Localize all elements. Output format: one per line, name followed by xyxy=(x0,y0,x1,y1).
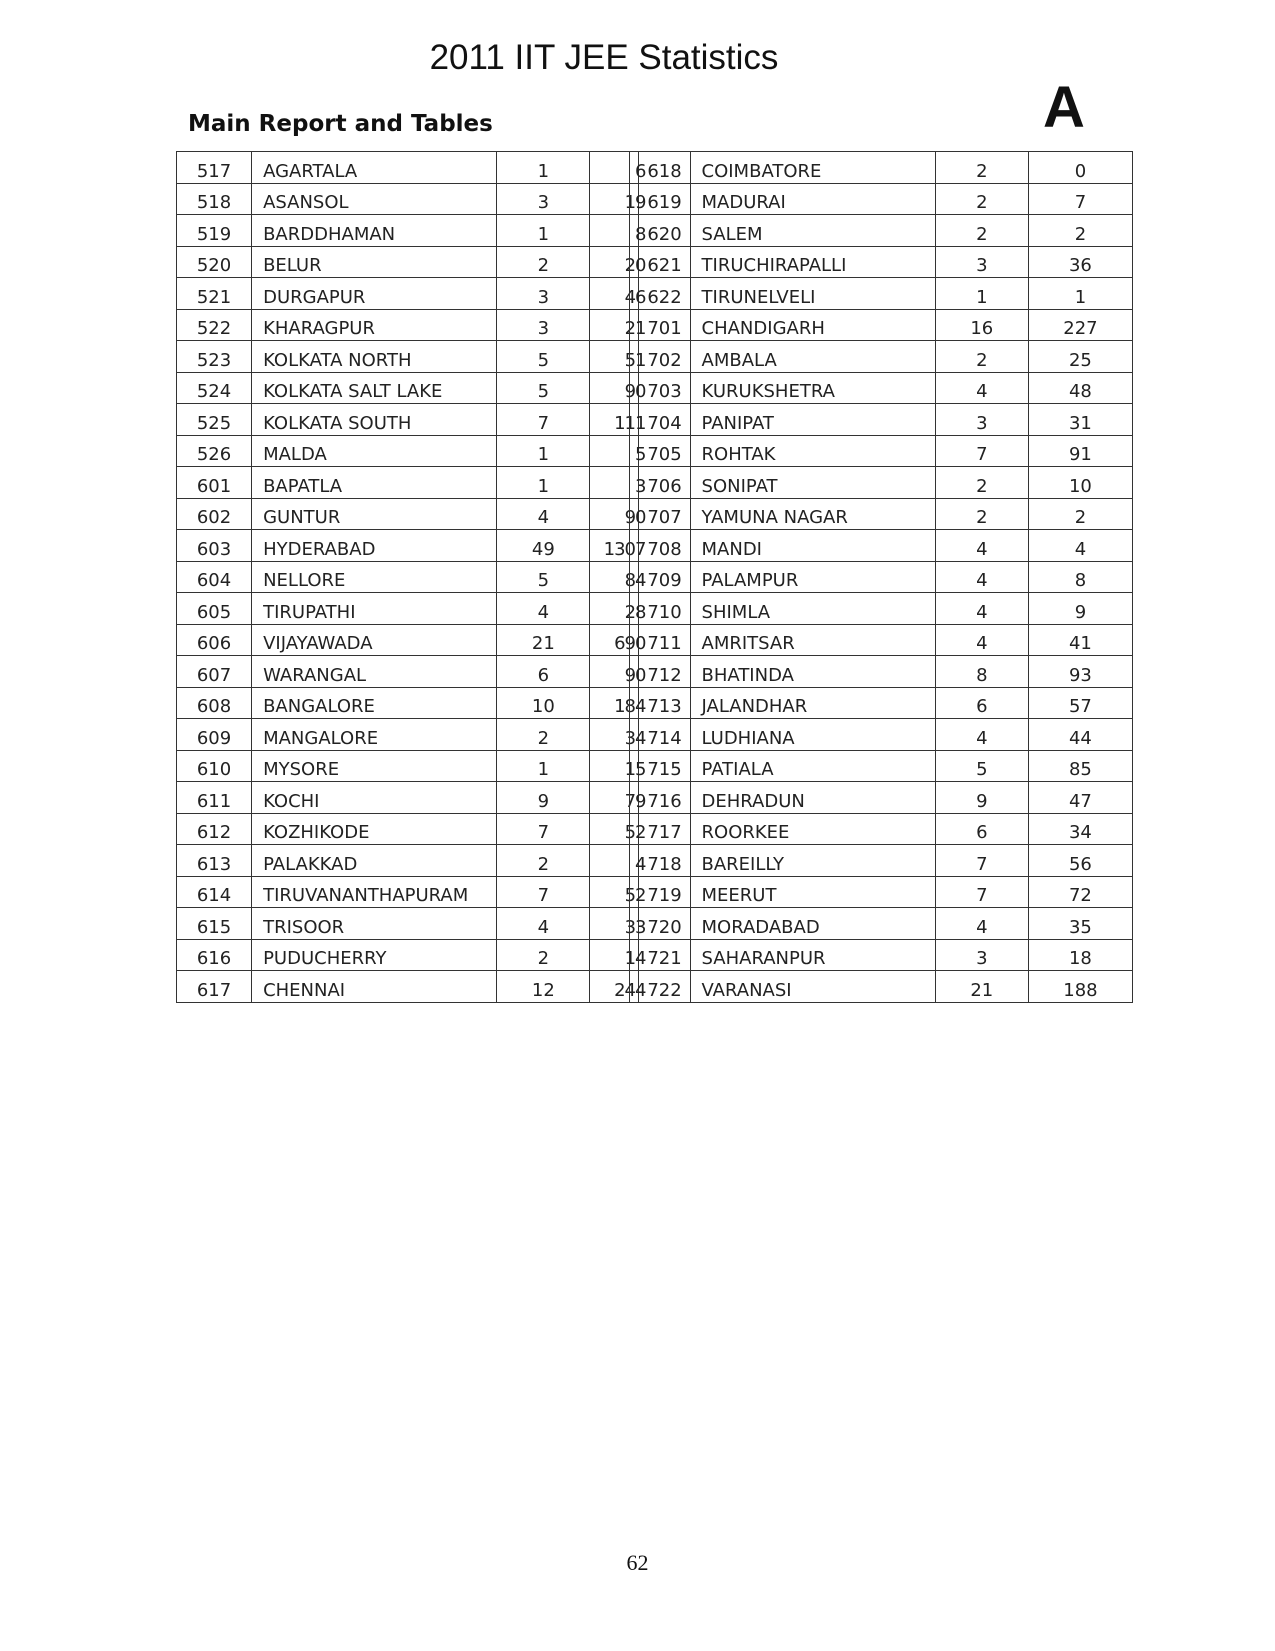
candidates-cell: 8 xyxy=(935,656,1028,688)
section-letter: A xyxy=(1043,75,1085,140)
center-name-cell: DURGAPUR xyxy=(252,278,497,310)
candidates-cell: 5 xyxy=(497,372,590,404)
center-code-cell: 603 xyxy=(177,530,252,562)
center-name-cell: MANDI xyxy=(690,530,935,562)
qualified-cell: 44 xyxy=(1028,719,1132,751)
center-code-cell: 519 xyxy=(177,215,252,247)
table-row xyxy=(177,435,1133,467)
candidates-cell: 4 xyxy=(935,719,1028,751)
qualified-cell: 7 xyxy=(1028,183,1132,215)
qualified-cell xyxy=(590,341,646,373)
qualified-value: 20 xyxy=(624,255,646,276)
center-name-cell: SONIPAT xyxy=(690,467,935,499)
center-name-cell: BARDDHAMAN xyxy=(252,215,497,247)
qualified-cell: 41 xyxy=(1028,624,1132,656)
center-name-cell: VIJAYAWADA xyxy=(252,624,497,656)
candidates-cell: 3 xyxy=(497,309,590,341)
qualified-cell: 85 xyxy=(1028,750,1132,782)
center-code-cell: 722 xyxy=(639,971,690,1003)
center-code-cell: 616 xyxy=(177,939,252,971)
center-name-cell: NELLORE xyxy=(252,561,497,593)
center-code-cell: 620 xyxy=(639,215,690,247)
candidates-cell: 5 xyxy=(497,561,590,593)
center-code-cell: 605 xyxy=(177,593,252,625)
candidates-cell: 2 xyxy=(497,939,590,971)
table-row xyxy=(177,939,1133,971)
qualified-value: 52 xyxy=(624,822,646,843)
qualified-cell: 31 xyxy=(1028,404,1132,436)
center-code-cell: 617 xyxy=(177,971,252,1003)
center-code-cell: 526 xyxy=(177,435,252,467)
center-name-cell: TIRUVANANTHAPURAM xyxy=(252,876,497,908)
candidates-cell: 2 xyxy=(935,341,1028,373)
candidates-cell: 12 xyxy=(497,971,590,1003)
table-row xyxy=(177,971,1133,1003)
center-name-cell: PUDUCHERRY xyxy=(252,939,497,971)
table-row xyxy=(177,278,1133,310)
qualified-cell: 25 xyxy=(1028,341,1132,373)
center-code-cell: 705 xyxy=(639,435,690,467)
center-code-cell: 522 xyxy=(177,309,252,341)
qualified-cell: 35 xyxy=(1028,908,1132,940)
qualified-cell xyxy=(590,687,646,719)
table-row xyxy=(177,876,1133,908)
table-row xyxy=(177,561,1133,593)
qualified-value: 8 xyxy=(635,223,646,245)
candidates-cell: 7 xyxy=(497,813,590,845)
table-row xyxy=(177,372,1133,404)
qualified-value: 19 xyxy=(624,192,646,213)
center-code-cell: 716 xyxy=(639,782,690,814)
qualified-cell: 227 xyxy=(1028,309,1132,341)
center-name-cell: MYSORE xyxy=(252,750,497,782)
statistics-table-body xyxy=(177,152,1133,1003)
qualified-cell: 93 xyxy=(1028,656,1132,688)
candidates-cell: 2 xyxy=(935,498,1028,530)
center-name-cell: KHARAGPUR xyxy=(252,309,497,341)
center-code-cell: 618 xyxy=(639,152,690,184)
center-name-cell: TIRUNELVELI xyxy=(690,278,935,310)
qualified-value: 5 xyxy=(635,444,646,465)
candidates-cell: 5 xyxy=(497,341,590,373)
center-name-cell: MADURAI xyxy=(690,183,935,215)
table-row xyxy=(177,183,1133,215)
qualified-cell xyxy=(590,813,646,845)
candidates-cell: 5 xyxy=(935,750,1028,782)
center-code-cell: 602 xyxy=(177,498,252,530)
center-name-cell: WARANGAL xyxy=(252,656,497,688)
center-code-cell: 525 xyxy=(177,404,252,436)
table-row xyxy=(177,309,1133,341)
center-name-cell: AGARTALA xyxy=(252,152,497,184)
qualified-cell: 188 xyxy=(1028,971,1132,1003)
center-code-cell: 611 xyxy=(177,782,252,814)
center-name-cell: JALANDHAR xyxy=(690,687,935,719)
qualified-cell xyxy=(590,467,646,499)
statistics-table xyxy=(176,151,1133,1003)
qualified-value: 90 xyxy=(624,664,646,686)
qualified-value: 1307 xyxy=(603,538,646,560)
center-name-cell: TIRUCHIRAPALLI xyxy=(690,246,935,278)
center-code-cell: 608 xyxy=(177,687,252,719)
center-code-cell: 523 xyxy=(177,341,252,373)
candidates-cell: 3 xyxy=(935,246,1028,278)
qualified-value: 52 xyxy=(624,885,646,906)
candidates-cell: 1 xyxy=(497,750,590,782)
candidates-cell: 2 xyxy=(497,246,590,278)
center-name-cell: BHATINDA xyxy=(690,656,935,688)
center-name-cell: ASANSOL xyxy=(252,183,497,215)
qualified-cell xyxy=(590,372,646,404)
table-row xyxy=(177,813,1133,845)
center-code-cell: 613 xyxy=(177,845,252,877)
qualified-cell xyxy=(590,404,646,436)
center-code-cell: 521 xyxy=(177,278,252,310)
qualified-cell: 91 xyxy=(1028,435,1132,467)
center-code-cell: 711 xyxy=(639,624,690,656)
center-code-cell: 710 xyxy=(639,593,690,625)
center-code-cell: 622 xyxy=(639,278,690,310)
center-code-cell: 612 xyxy=(177,813,252,845)
center-code-cell: 615 xyxy=(177,908,252,940)
qualified-value: 79 xyxy=(624,790,646,812)
candidates-cell: 4 xyxy=(935,624,1028,656)
center-name-cell: GUNTUR xyxy=(252,498,497,530)
candidates-cell: 7 xyxy=(935,845,1028,877)
candidates-cell: 7 xyxy=(935,435,1028,467)
center-name-cell: BAREILLY xyxy=(690,845,935,877)
center-code-cell: 520 xyxy=(177,246,252,278)
qualified-value: 28 xyxy=(624,601,646,623)
qualified-cell xyxy=(590,656,646,688)
candidates-cell: 16 xyxy=(935,309,1028,341)
center-code-cell: 720 xyxy=(639,908,690,940)
table-row xyxy=(177,687,1133,719)
qualified-cell xyxy=(590,624,646,656)
candidates-cell: 7 xyxy=(497,876,590,908)
center-name-cell: CHENNAI xyxy=(252,971,497,1003)
qualified-cell xyxy=(590,278,646,310)
center-code-cell: 704 xyxy=(639,404,690,436)
table-row xyxy=(177,782,1133,814)
candidates-cell: 2 xyxy=(935,152,1028,184)
center-code-cell: 707 xyxy=(639,498,690,530)
qualified-value: 90 xyxy=(624,381,646,402)
center-name-cell: PATIALA xyxy=(690,750,935,782)
center-name-cell: TIRUPATHI xyxy=(252,593,497,625)
candidates-cell: 4 xyxy=(935,561,1028,593)
center-code-cell: 517 xyxy=(177,152,252,184)
qualified-cell xyxy=(590,876,646,908)
qualified-cell: 72 xyxy=(1028,876,1132,908)
section-heading: Main Report and Tables xyxy=(188,111,493,137)
candidates-cell: 1 xyxy=(497,467,590,499)
center-name-cell: KOCHI xyxy=(252,782,497,814)
center-code-cell: 703 xyxy=(639,372,690,404)
center-code-cell: 714 xyxy=(639,719,690,751)
center-code-cell: 702 xyxy=(639,341,690,373)
qualified-cell xyxy=(590,309,646,341)
table-row xyxy=(177,215,1133,247)
candidates-cell: 1 xyxy=(497,152,590,184)
candidates-cell: 2 xyxy=(935,467,1028,499)
center-name-cell: BANGALORE xyxy=(252,687,497,719)
qualified-cell xyxy=(590,152,646,184)
page-number: 62 xyxy=(626,1550,649,1575)
qualified-cell: 57 xyxy=(1028,687,1132,719)
qualified-value: 21 xyxy=(624,318,646,339)
qualified-value: 90 xyxy=(624,507,646,528)
qualified-cell: 0 xyxy=(1028,152,1132,184)
center-code-cell: 717 xyxy=(639,813,690,845)
center-code-cell: 518 xyxy=(177,183,252,215)
center-code-cell: 610 xyxy=(177,750,252,782)
center-code-cell: 621 xyxy=(639,246,690,278)
candidates-cell: 3 xyxy=(935,939,1028,971)
candidates-cell: 10 xyxy=(497,687,590,719)
center-name-cell: PALAMPUR xyxy=(690,561,935,593)
table-row xyxy=(177,624,1133,656)
center-name-cell: AMRITSAR xyxy=(690,624,935,656)
center-code-cell: 715 xyxy=(639,750,690,782)
center-name-cell: HYDERABAD xyxy=(252,530,497,562)
center-name-cell: PALAKKAD xyxy=(252,845,497,877)
qualified-value: 111 xyxy=(614,412,646,434)
center-name-cell: KOLKATA SOUTH xyxy=(252,404,497,436)
center-name-cell: SHIMLA xyxy=(690,593,935,625)
center-name-cell: KOLKATA SALT LAKE xyxy=(252,372,497,404)
table-row xyxy=(177,246,1133,278)
qualified-value: 3 xyxy=(635,475,646,497)
qualified-cell: 47 xyxy=(1028,782,1132,814)
qualified-value: 46 xyxy=(624,286,646,308)
qualified-cell xyxy=(590,593,646,625)
qualified-cell: 2 xyxy=(1028,215,1132,247)
candidates-cell: 4 xyxy=(935,530,1028,562)
qualified-cell: 36 xyxy=(1028,246,1132,278)
candidates-cell: 4 xyxy=(935,593,1028,625)
candidates-cell: 21 xyxy=(935,971,1028,1003)
center-code-cell: 609 xyxy=(177,719,252,751)
center-name-cell: MANGALORE xyxy=(252,719,497,751)
candidates-cell: 6 xyxy=(935,813,1028,845)
candidates-cell: 7 xyxy=(497,404,590,436)
qualified-cell xyxy=(590,971,646,1003)
center-name-cell: YAMUNA NAGAR xyxy=(690,498,935,530)
center-code-cell: 721 xyxy=(639,939,690,971)
center-code-cell: 701 xyxy=(639,309,690,341)
center-name-cell: KOLKATA NORTH xyxy=(252,341,497,373)
qualified-cell xyxy=(590,719,646,751)
qualified-value: 14 xyxy=(624,948,646,969)
center-name-cell: CHANDIGARH xyxy=(690,309,935,341)
center-code-cell: 718 xyxy=(639,845,690,877)
table-row xyxy=(177,845,1133,877)
qualified-cell: 56 xyxy=(1028,845,1132,877)
center-name-cell: SAHARANPUR xyxy=(690,939,935,971)
center-code-cell: 606 xyxy=(177,624,252,656)
center-code-cell: 709 xyxy=(639,561,690,593)
center-name-cell: BELUR xyxy=(252,246,497,278)
center-name-cell: DEHRADUN xyxy=(690,782,935,814)
table-row xyxy=(177,530,1133,562)
qualified-cell xyxy=(590,561,646,593)
qualified-cell xyxy=(590,845,646,877)
candidates-cell: 4 xyxy=(497,908,590,940)
table-row xyxy=(177,908,1133,940)
qualified-cell: 48 xyxy=(1028,372,1132,404)
center-name-cell: MALDA xyxy=(252,435,497,467)
qualified-value: 6 xyxy=(635,160,646,182)
center-code-cell: 712 xyxy=(639,656,690,688)
candidates-cell: 4 xyxy=(935,908,1028,940)
qualified-cell xyxy=(590,215,646,247)
table-row xyxy=(177,593,1133,625)
qualified-cell xyxy=(590,183,646,215)
center-name-cell: ROORKEE xyxy=(690,813,935,845)
table-row xyxy=(177,152,1133,184)
candidates-cell: 49 xyxy=(497,530,590,562)
qualified-value: 84 xyxy=(624,570,646,591)
center-name-cell: COIMBATORE xyxy=(690,152,935,184)
candidates-cell: 7 xyxy=(935,876,1028,908)
candidates-cell: 2 xyxy=(935,183,1028,215)
qualified-cell xyxy=(590,750,646,782)
candidates-cell: 2 xyxy=(497,845,590,877)
candidates-cell: 3 xyxy=(497,183,590,215)
center-code-cell: 706 xyxy=(639,467,690,499)
center-name-cell: LUDHIANA xyxy=(690,719,935,751)
candidates-cell: 9 xyxy=(935,782,1028,814)
qualified-cell xyxy=(590,246,646,278)
candidates-cell: 3 xyxy=(497,278,590,310)
candidates-cell: 6 xyxy=(497,656,590,688)
table-row xyxy=(177,750,1133,782)
qualified-value: 244 xyxy=(614,979,646,1001)
center-name-cell: MEERUT xyxy=(690,876,935,908)
center-code-cell: 719 xyxy=(639,876,690,908)
center-name-cell: TRISOOR xyxy=(252,908,497,940)
table-row xyxy=(177,719,1133,751)
candidates-cell: 1 xyxy=(497,435,590,467)
candidates-cell: 1 xyxy=(497,215,590,247)
qualified-cell: 18 xyxy=(1028,939,1132,971)
center-name-cell: KURUKSHETRA xyxy=(690,372,935,404)
qualified-cell: 34 xyxy=(1028,813,1132,845)
candidates-cell: 6 xyxy=(935,687,1028,719)
candidates-cell: 4 xyxy=(935,372,1028,404)
qualified-cell xyxy=(590,530,646,562)
candidates-cell: 4 xyxy=(497,593,590,625)
qualified-value: 184 xyxy=(614,696,646,717)
center-name-cell: VARANASI xyxy=(690,971,935,1003)
candidates-cell: 3 xyxy=(935,404,1028,436)
qualified-value: 690 xyxy=(614,633,646,654)
candidates-cell: 2 xyxy=(935,215,1028,247)
table-row xyxy=(177,404,1133,436)
center-code-cell: 524 xyxy=(177,372,252,404)
table-row xyxy=(177,341,1133,373)
qualified-cell xyxy=(590,435,646,467)
center-name-cell: ROHTAK xyxy=(690,435,935,467)
center-code-cell: 607 xyxy=(177,656,252,688)
candidates-cell: 4 xyxy=(497,498,590,530)
center-name-cell: KOZHIKODE xyxy=(252,813,497,845)
qualified-cell: 2 xyxy=(1028,498,1132,530)
qualified-cell xyxy=(590,939,646,971)
qualified-cell: 8 xyxy=(1028,561,1132,593)
document-title: 2011 IIT JEE Statistics xyxy=(429,38,779,77)
qualified-value: 34 xyxy=(624,727,646,749)
center-name-cell: PANIPAT xyxy=(690,404,935,436)
center-code-cell: 614 xyxy=(177,876,252,908)
center-name-cell: AMBALA xyxy=(690,341,935,373)
candidates-cell: 9 xyxy=(497,782,590,814)
qualified-cell xyxy=(590,782,646,814)
center-name-cell: SALEM xyxy=(690,215,935,247)
table-row xyxy=(177,656,1133,688)
qualified-value: 15 xyxy=(624,759,646,780)
candidates-cell: 21 xyxy=(497,624,590,656)
qualified-cell xyxy=(590,498,646,530)
center-code-cell: 713 xyxy=(639,687,690,719)
center-code-cell: 604 xyxy=(177,561,252,593)
candidates-cell: 1 xyxy=(935,278,1028,310)
center-code-cell: 619 xyxy=(639,183,690,215)
center-name-cell: BAPATLA xyxy=(252,467,497,499)
candidates-cell: 2 xyxy=(497,719,590,751)
qualified-cell: 10 xyxy=(1028,467,1132,499)
qualified-value: 33 xyxy=(624,916,646,938)
center-code-cell: 708 xyxy=(639,530,690,562)
qualified-cell: 1 xyxy=(1028,278,1132,310)
center-code-cell: 601 xyxy=(177,467,252,499)
qualified-cell xyxy=(590,908,646,940)
qualified-value: 51 xyxy=(624,349,646,371)
qualified-value: 4 xyxy=(635,853,646,875)
center-name-cell: MORADABAD xyxy=(690,908,935,940)
table-row xyxy=(177,467,1133,499)
qualified-cell: 9 xyxy=(1028,593,1132,625)
table-row xyxy=(177,498,1133,530)
qualified-cell: 4 xyxy=(1028,530,1132,562)
